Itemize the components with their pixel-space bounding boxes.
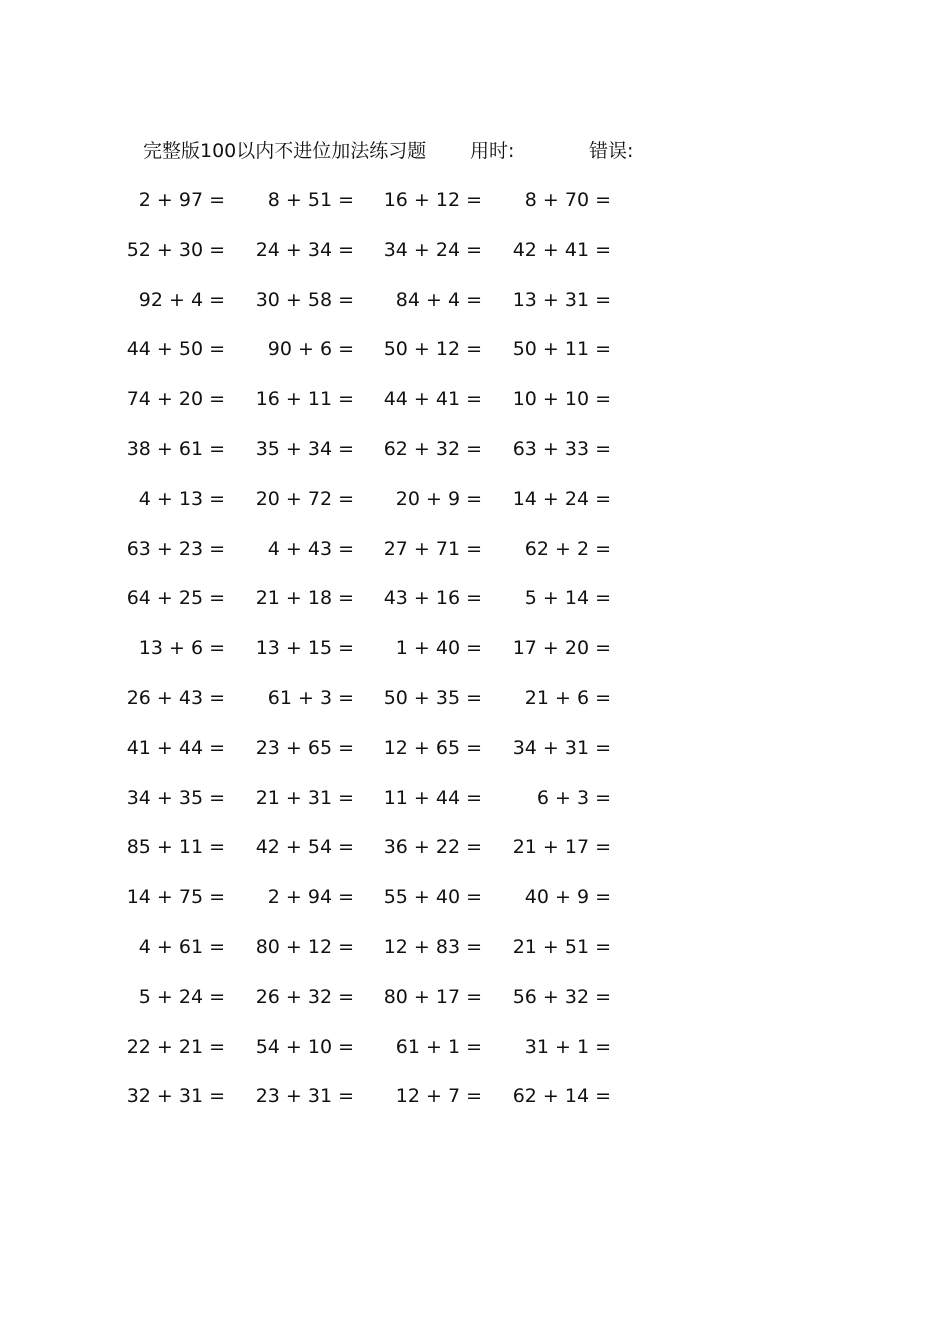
addition-problem: 44 + 50 =: [126, 338, 225, 361]
addition-problem: 64 + 25 =: [126, 587, 225, 610]
problem-row: [0, 631, 950, 681]
addition-problem: 61 + 3 =: [267, 686, 354, 709]
addition-problem: 85 + 11 =: [126, 836, 225, 859]
addition-problem: 10 + 10 =: [512, 388, 611, 411]
addition-problem: 50 + 11 =: [512, 338, 611, 361]
addition-problem: 21 + 51 =: [512, 935, 611, 958]
addition-problem: 41 + 44 =: [126, 736, 225, 759]
addition-problem: 74 + 20 =: [126, 388, 225, 411]
addition-problem: 27 + 71 =: [383, 537, 482, 560]
addition-problem: 23 + 65 =: [255, 736, 354, 759]
problem-row: [0, 581, 950, 631]
addition-problem: 21 + 31 =: [255, 786, 354, 809]
addition-problem: 36 + 22 =: [383, 836, 482, 859]
addition-problem: 26 + 43 =: [126, 686, 225, 709]
addition-problem: 43 + 16 =: [383, 587, 482, 610]
addition-problem: 2 + 94 =: [267, 886, 354, 909]
addition-problem: 62 + 2 =: [524, 537, 611, 560]
problem-row: [0, 1079, 950, 1129]
addition-problem: 35 + 34 =: [255, 437, 354, 460]
problem-grid: [0, 183, 950, 1129]
problem-row: [0, 283, 950, 333]
addition-problem: 17 + 20 =: [512, 637, 611, 660]
addition-problem: 84 + 4 =: [395, 288, 482, 311]
addition-problem: 54 + 10 =: [255, 1035, 354, 1058]
addition-problem: 80 + 12 =: [255, 935, 354, 958]
problem-row: [0, 183, 950, 233]
addition-problem: 22 + 21 =: [126, 1035, 225, 1058]
errors-label: 错误:: [589, 140, 634, 162]
addition-problem: 34 + 31 =: [512, 736, 611, 759]
problem-row: [0, 1030, 950, 1080]
problem-row: [0, 432, 950, 482]
addition-problem: 63 + 33 =: [512, 437, 611, 460]
addition-problem: 42 + 54 =: [255, 836, 354, 859]
addition-problem: 2 + 97 =: [138, 189, 225, 211]
addition-problem: 56 + 32 =: [512, 985, 611, 1008]
problem-row: [0, 233, 950, 283]
addition-problem: 92 + 4 =: [138, 288, 225, 311]
worksheet-title: 完整版100以内不进位加法练习题: [143, 140, 427, 162]
addition-problem: 62 + 14 =: [512, 1085, 611, 1108]
addition-problem: 13 + 6 =: [138, 637, 225, 660]
problem-row: [0, 731, 950, 781]
worksheet-header: [143, 136, 743, 164]
addition-problem: 16 + 12 =: [383, 189, 482, 211]
addition-problem: 50 + 12 =: [383, 338, 482, 361]
addition-problem: 4 + 13 =: [138, 487, 225, 510]
addition-problem: 24 + 34 =: [255, 238, 354, 261]
problem-row: [0, 532, 950, 582]
addition-problem: 21 + 17 =: [512, 836, 611, 859]
addition-problem: 40 + 9 =: [524, 886, 611, 909]
addition-problem: 30 + 58 =: [255, 288, 354, 311]
addition-problem: 32 + 31 =: [126, 1085, 225, 1108]
addition-problem: 5 + 14 =: [524, 587, 611, 610]
addition-problem: 34 + 35 =: [126, 786, 225, 809]
addition-problem: 52 + 30 =: [126, 238, 225, 261]
addition-problem: 12 + 65 =: [383, 736, 482, 759]
addition-problem: 34 + 24 =: [383, 238, 482, 261]
addition-problem: 38 + 61 =: [126, 437, 225, 460]
addition-problem: 14 + 75 =: [126, 886, 225, 909]
addition-problem: 21 + 6 =: [524, 686, 611, 709]
problem-row: [0, 781, 950, 831]
problem-row: [0, 830, 950, 880]
addition-problem: 55 + 40 =: [383, 886, 482, 909]
addition-problem: 61 + 1 =: [395, 1035, 482, 1058]
problem-row: [0, 482, 950, 532]
addition-problem: 12 + 83 =: [383, 935, 482, 958]
addition-problem: 90 + 6 =: [267, 338, 354, 361]
addition-problem: 16 + 11 =: [255, 388, 354, 411]
addition-problem: 12 + 7 =: [395, 1085, 482, 1108]
addition-problem: 20 + 72 =: [255, 487, 354, 510]
addition-problem: 4 + 43 =: [267, 537, 354, 560]
addition-problem: 80 + 17 =: [383, 985, 482, 1008]
addition-problem: 13 + 31 =: [512, 288, 611, 311]
addition-problem: 62 + 32 =: [383, 437, 482, 460]
addition-problem: 1 + 40 =: [395, 637, 482, 660]
problem-row: [0, 382, 950, 432]
problem-row: [0, 930, 950, 980]
addition-problem: 23 + 31 =: [255, 1085, 354, 1108]
addition-problem: 20 + 9 =: [395, 487, 482, 510]
addition-problem: 13 + 15 =: [255, 637, 354, 660]
addition-problem: 6 + 3 =: [536, 786, 611, 809]
addition-problem: 42 + 41 =: [512, 238, 611, 261]
addition-problem: 8 + 70 =: [524, 189, 611, 211]
addition-problem: 26 + 32 =: [255, 985, 354, 1008]
problem-row: [0, 880, 950, 930]
addition-problem: 4 + 61 =: [138, 935, 225, 958]
problem-row: [0, 980, 950, 1030]
problem-row: [0, 681, 950, 731]
addition-problem: 44 + 41 =: [383, 388, 482, 411]
addition-problem: 14 + 24 =: [512, 487, 611, 510]
addition-problem: 50 + 35 =: [383, 686, 482, 709]
addition-problem: 5 + 24 =: [138, 985, 225, 1008]
time-label: 用时:: [470, 140, 515, 162]
addition-problem: 63 + 23 =: [126, 537, 225, 560]
problem-row: [0, 332, 950, 382]
addition-problem: 8 + 51 =: [267, 189, 354, 211]
addition-problem: 31 + 1 =: [524, 1035, 611, 1058]
addition-problem: 11 + 44 =: [383, 786, 482, 809]
addition-problem: 21 + 18 =: [255, 587, 354, 610]
